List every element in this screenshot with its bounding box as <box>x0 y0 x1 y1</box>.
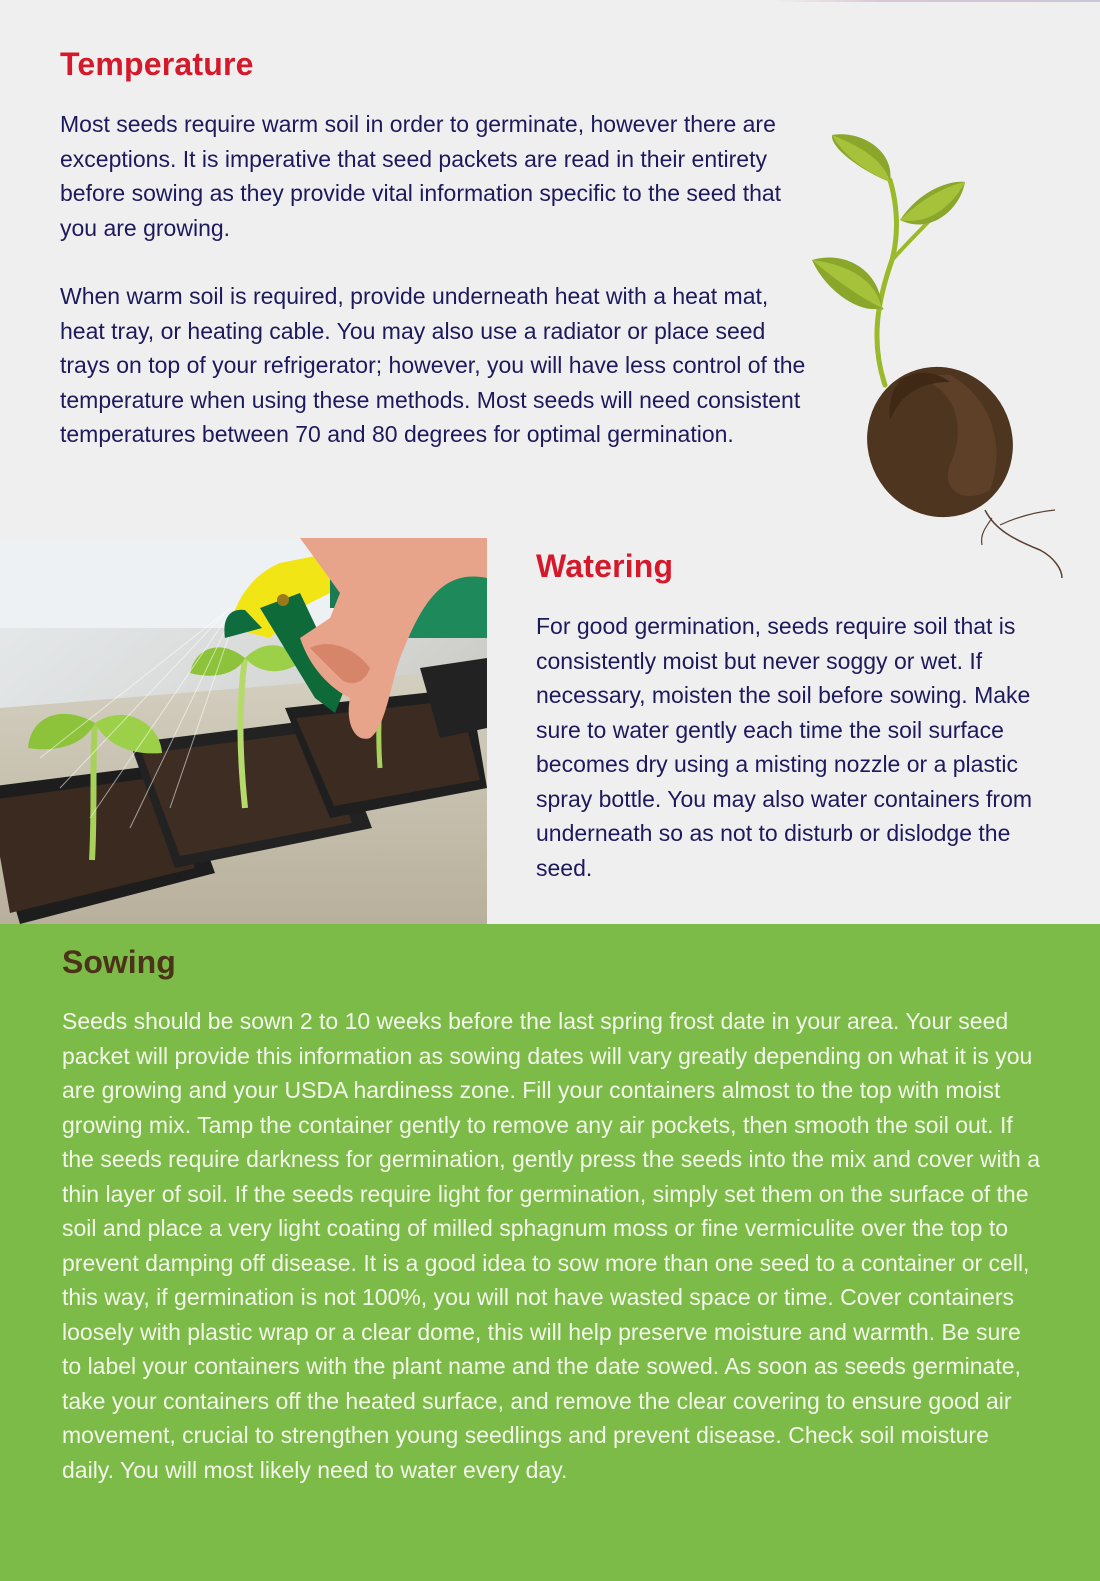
top-accent-strip <box>0 0 1100 2</box>
watering-paragraph: For good germination, seeds require soil that is consistently moist but never soggy or wet. If necessary, moisten the soil before sowing. Make sure to water gently each time the soil surface becomes dry using a misting nozzle or a plastic spray bottle. You may also water containers from underneath so as not to disturb or dislodge the seed. <box>536 613 1033 881</box>
temperature-paragraph-1: Most seeds require warm soil in order to germinate, however there are exceptions. It is imperative that seed packets are read in their entirety before sowing as they provide vital information specific to the seed that you are growing. <box>60 111 782 241</box>
watering-heading: Watering <box>536 548 674 584</box>
temperature-paragraph-2: When warm soil is required, provide underneath heat with a heat mat, heat tray, or heating cable. You may also use a radiator or place seed trays on top of your refrigerator; however, you will have less control of the temperature when using these methods. Most seeds will need consistent temperatures between 70 and 80 degrees for optimal germination. <box>60 283 806 447</box>
sowing-heading: Sowing <box>62 944 176 980</box>
sowing-section <box>0 924 1100 1581</box>
watering-seedlings-photo <box>0 538 487 924</box>
sowing-paragraph: Seeds should be sown 2 to 10 weeks before the last spring frost date in your area. Your seed packet will provide this information as sowing dates will vary greatly depending on what it is you are growing and your USDA hardiness zone. Fill your containers almost to the top with moist growing mix. Tamp the container gently to remove any air pockets, then smooth the soil out. If the seeds require darkness for germination, gently press the seeds into the mix and cover with a thin layer of soil. If the seeds require light for germination, simply set them on the surface of the soil and place a very light coating of milled sphagnum moss or fine vermiculite over the top to prevent damping off disease. It is a good idea to sow more than one seed to a container or cell, this way, if germination is not 100%, you will not have wasted space or time. Cover containers loosely with plastic wrap or a clear dome, this will help preserve moisture and warmth. Be sure to label your containers with the plant name and the date sowed. As soon as seeds germinate, take your containers off the heated surface, and remove the clear covering to ensure good air movement, crucial to strengthen young seedlings and prevent disease. Check soil moisture daily. You will most likely need to water every day. <box>62 1008 1041 1483</box>
spray-bottle-misting-seedlings-photo <box>0 538 487 924</box>
sprouting-seed-illustration <box>800 120 1080 590</box>
temperature-heading: Temperature <box>60 46 254 82</box>
